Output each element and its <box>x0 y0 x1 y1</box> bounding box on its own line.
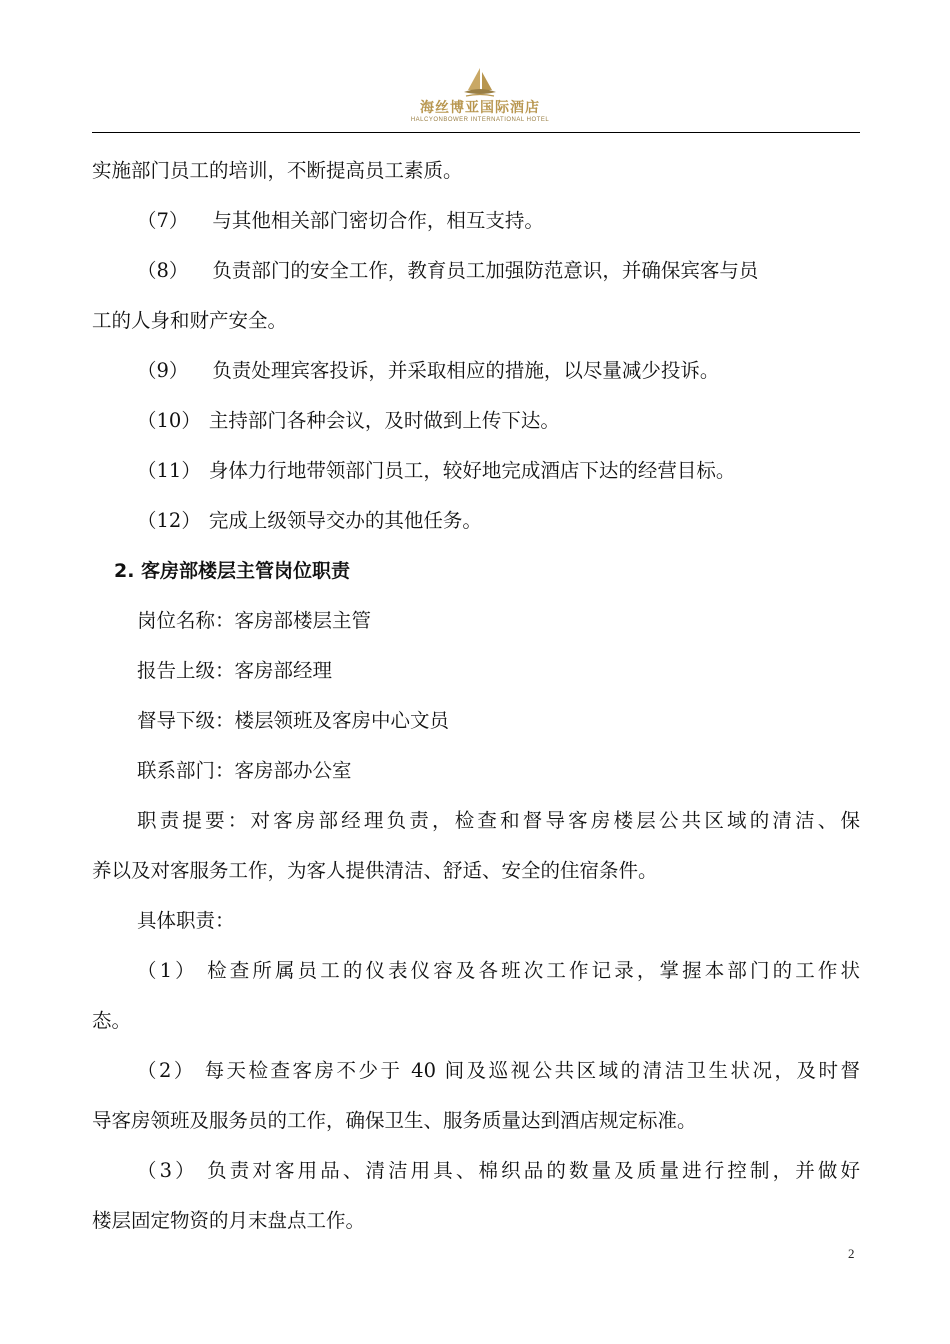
section-heading: 2. 客房部楼层主管岗位职责 <box>114 560 351 582</box>
item-text: 负责处理宾客投诉，并采取相应的措施，以尽量减少投诉。 <box>212 359 720 382</box>
paragraph-line: 实施部门员工的培训，不断提高员工素质。 <box>92 159 463 182</box>
summary-line-1: 职责提要：对客房部经理负责，检查和督导客房楼层公共区域的清洁、保 <box>137 809 860 832</box>
item-text: 负责部门的安全工作，教育员工加强防范意识，并确保宾客与员 <box>212 259 759 282</box>
item-number: （11） <box>137 459 201 482</box>
duty-3-line-1: （3） 负责对客用品、清洁用具、棉织品的数量及质量进行控制，并做好 <box>137 1159 860 1182</box>
duty-2-line-2: 导客房领班及服务员的工作，确保卫生、服务质量达到酒店规定标准。 <box>92 1109 697 1132</box>
logo-chinese-name: 海丝博亚国际酒店 <box>420 100 540 116</box>
item-text: 身体力行地带领部门员工，较好地完成酒店下达的经营目标。 <box>208 459 736 482</box>
list-item-10 <box>92 396 860 446</box>
hotel-logo <box>400 66 560 128</box>
sail-logo-icon <box>458 66 502 100</box>
item-number: （10） <box>137 409 201 432</box>
summary-line-2: 养以及对客服务工作，为客人提供清洁、舒适、安全的住宿条件。 <box>92 859 658 882</box>
duties-label: 具体职责： <box>137 909 235 932</box>
list-item-11 <box>92 446 860 496</box>
item-number: （8） <box>137 259 189 282</box>
list-item-8-continued: 工的人身和财产安全。 <box>92 309 288 332</box>
header-divider <box>92 132 860 133</box>
page-number: 2 <box>848 1246 855 1261</box>
item-text: 主持部门各种会议，及时做到上传下达。 <box>208 409 560 432</box>
list-item-7 <box>92 196 860 246</box>
item-number: （9） <box>137 359 189 382</box>
item-number: （7） <box>137 209 189 232</box>
duty-3-line-2: 楼层固定物资的月末盘点工作。 <box>92 1209 366 1232</box>
duty-2-line-1: （2） 每天检查客房不少于 40 间及巡视公共区域的清洁卫生状况，及时督 <box>137 1059 860 1082</box>
duty-1-line-1: （1） 检查所属员工的仪表仪容及各班次工作记录，掌握本部门的工作状 <box>137 959 860 982</box>
list-item-12 <box>92 496 860 546</box>
report-to: 报告上级：客房部经理 <box>137 659 333 682</box>
list-item-8 <box>92 246 860 296</box>
contact-department: 联系部门：客房部办公室 <box>137 759 352 782</box>
document-body <box>92 146 860 1246</box>
post-name: 岗位名称：客房部楼层主管 <box>137 609 372 632</box>
logo-english-name: HALCYONBOWER INTERNATIONAL HOTEL <box>410 117 550 123</box>
page-header <box>92 60 860 134</box>
item-text: 完成上级领导交办的其他任务。 <box>208 509 482 532</box>
list-item-9 <box>92 346 860 396</box>
duty-1-line-2: 态。 <box>92 1009 132 1032</box>
supervise: 督导下级：楼层领班及客房中心文员 <box>137 709 450 732</box>
item-text: 与其他相关部门密切合作，相互支持。 <box>212 209 544 232</box>
item-number: （12） <box>137 509 201 532</box>
